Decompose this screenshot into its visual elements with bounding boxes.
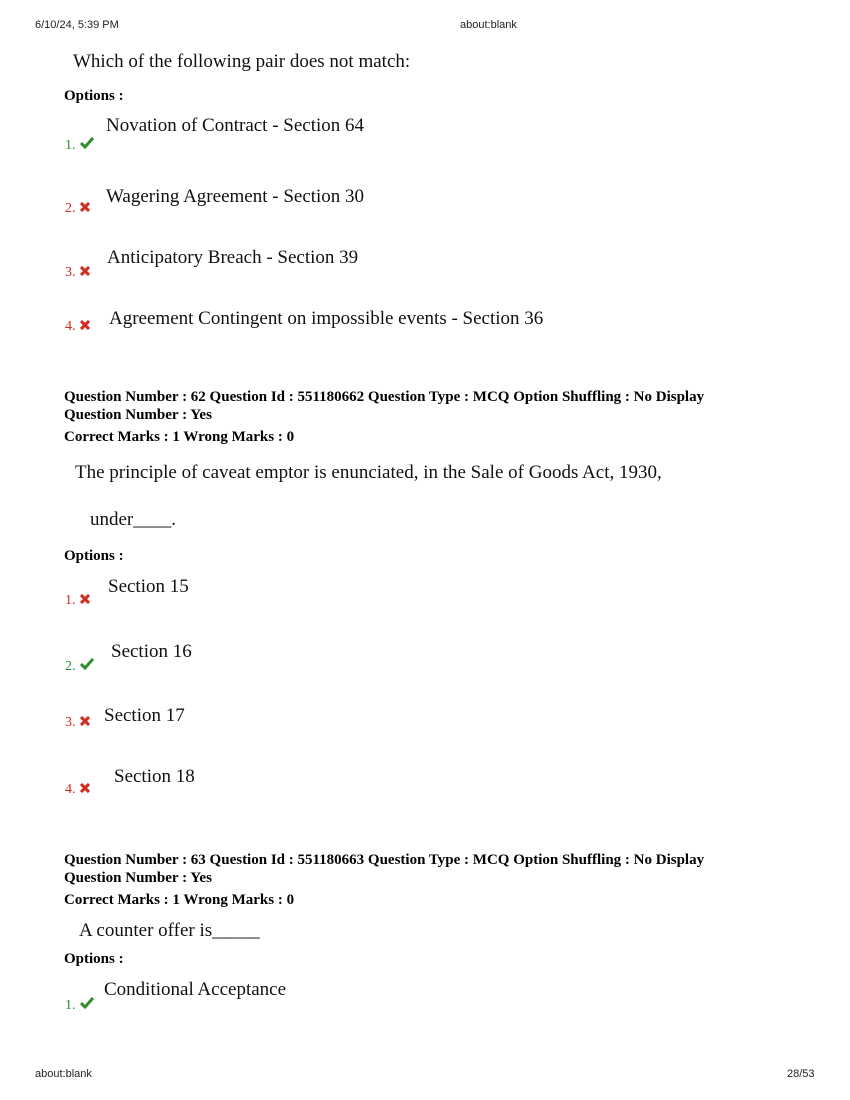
cross-icon — [80, 713, 90, 731]
option-q61-2 — [65, 199, 90, 217]
option-number: 3. — [65, 265, 76, 280]
question-62-text: The principle of caveat emptor is enunciated, in the Sale of Goods Act, 1930, — [75, 462, 662, 483]
option-number: 2. — [65, 201, 76, 216]
question-meta-line: Question Number : 62 Question Id : 551180662 Question Type : MCQ Option Shuffling : No Display — [64, 389, 705, 405]
question-63-meta — [64, 851, 704, 887]
option-number: 1. — [65, 998, 76, 1013]
question-63-marks: Correct Marks : 1 Wrong Marks : 0 — [64, 892, 295, 908]
check-icon — [80, 996, 94, 1014]
option-q62-3 — [65, 713, 90, 731]
option-number: 3. — [65, 715, 76, 730]
question-63-text: A counter offer is_____ — [79, 920, 260, 941]
option-text: Agreement Contingent on impossible events - Section 36 — [109, 308, 544, 329]
cross-icon — [80, 317, 90, 335]
option-number: 1. — [65, 138, 76, 153]
option-q61-1 — [65, 136, 94, 154]
option-text: Anticipatory Breach - Section 39 — [107, 247, 359, 268]
option-text: Section 17 — [104, 705, 185, 726]
option-q61-3 — [65, 263, 90, 281]
cross-icon — [80, 199, 90, 217]
check-icon — [80, 136, 94, 154]
print-url: about:blank — [460, 19, 517, 31]
question-61-text: Which of the following pair does not match: — [73, 51, 411, 72]
cross-icon — [80, 780, 90, 798]
cross-icon — [80, 591, 90, 609]
option-q62-1 — [65, 591, 90, 609]
print-datetime: 6/10/24, 5:39 PM — [35, 19, 119, 31]
options-label: Options : — [64, 548, 124, 564]
options-label: Options : — [64, 951, 124, 967]
option-q61-4 — [65, 317, 90, 335]
options-label: Options : — [64, 88, 124, 104]
option-text: Section 18 — [114, 766, 195, 787]
question-meta-line: Question Number : 63 Question Id : 551180663 Question Type : MCQ Option Shuffling : No Display — [64, 852, 705, 868]
option-number: 4. — [65, 782, 76, 797]
option-text: Wagering Agreement - Section 30 — [106, 186, 365, 207]
option-number: 4. — [65, 319, 76, 334]
option-text: Novation of Contract - Section 64 — [106, 115, 365, 136]
question-meta-line: Question Number : Yes — [64, 870, 212, 886]
page-number: 28/53 — [787, 1068, 815, 1080]
question-meta-line: Question Number : Yes — [64, 407, 212, 423]
option-number: 2. — [65, 659, 76, 674]
question-62-meta — [64, 388, 704, 424]
cross-icon — [80, 263, 90, 281]
option-q62-2 — [65, 657, 94, 675]
footer-url: about:blank — [35, 1068, 92, 1080]
option-text: Section 15 — [108, 576, 189, 597]
question-62-text-cont: under____. — [90, 509, 177, 530]
option-text: Section 16 — [111, 641, 192, 662]
option-text: Conditional Acceptance — [104, 979, 287, 1000]
option-q62-4 — [65, 780, 90, 798]
check-icon — [80, 657, 94, 675]
question-62-marks: Correct Marks : 1 Wrong Marks : 0 — [64, 429, 295, 445]
option-number: 1. — [65, 593, 76, 608]
option-q63-1 — [65, 996, 94, 1014]
